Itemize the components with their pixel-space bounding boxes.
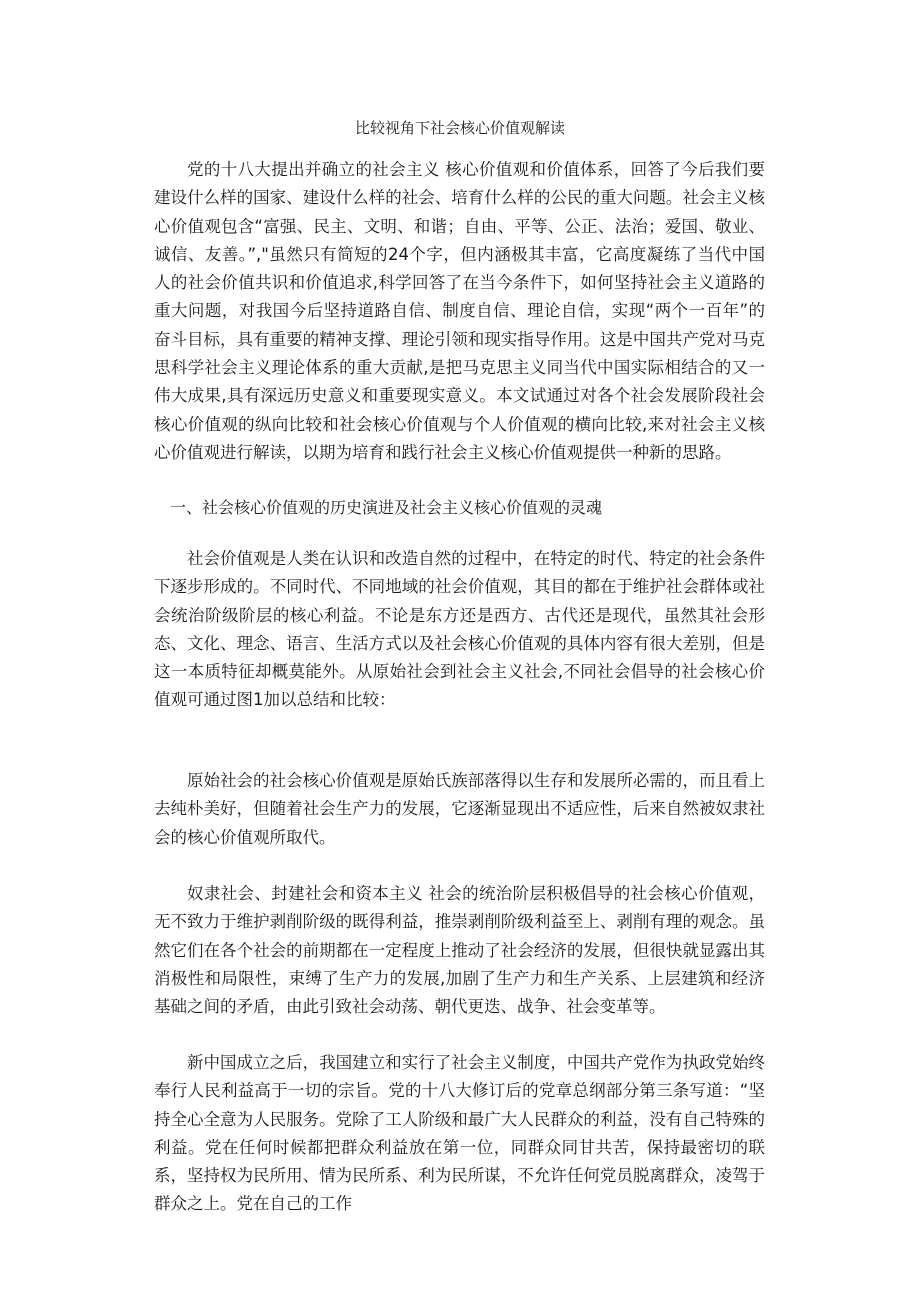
paragraph-primitive-society: 原始社会的社会核心价值观是原始氏族部落得以生存和发展所必需的，而且看上去纯朴美好，但随着社会生产力的发展，它逐渐显现出不适应性，后来自然被奴隶社会的核心价值观所取代。: [154, 771, 765, 847]
paragraph-slave-feudal-capitalist: 奴隶社会、封建社会和资本主义 社会的统治阶层积极倡导的社会核心价值观，无不致力于维护剥削阶级的既得利益，推崇剥削阶级利益至上、剥削有理的观念。虽然它们在各个社会的前期都在一定程度上推动了社会经济的发展，但很快就显露出其消极性和局限性，束缚了生产力的发展,加剧了生产力和生产关系、上层建筑和经济基础之间的矛盾，由此引致社会动荡、朝代更迭、战争、社会变革等。: [154, 884, 765, 1017]
paragraph-social-values: 社会价值观是人类在认识和改造自然的过程中，在特定的时代、特定的社会条件下逐步形成的。不同时代、不同地域的社会价值观，其目的都在于维护社会群体或社会统治阶级阶层的核心利益。不论是东方还是西方、古代还是现代，虽然其社会形态、文化、理念、语言、生活方式以及社会核心价值观的具体内容有很大差别，但是这一本质特征却概莫能外。从原始社会到社会主义社会,不同社会倡导的社会核心价值观可通过图1加以总结和比较：: [154, 549, 765, 710]
paragraph-new-china: 新中国成立之后，我国建立和实行了社会主义制度，中国共产党作为执政党始终奉行人民利益高于一切的宗旨。党的十八大修订后的党章总纲部分第三条写道：“坚持全心全意为人民服务。党除了工人阶级和最广大人民群众的利益，没有自己特殊的利益。党在任何时候都把群众利益放在第一位，同群众同甘共苦，保持最密切的联系，坚持权为民所用、情为民所系、利为民所谋，不允许任何党员脱离群众，凌驾于群众之上。党在自己的工作: [154, 1053, 765, 1214]
section-heading: 一、社会核心价值观的历史演进及社会主义核心价值观的灵魂: [170, 498, 603, 517]
paragraph-intro: 党的十八大提出并确立的社会主义 核心价值观和价值体系，回答了今后我们要建设什么样的国家、建设什么样的社会、培育什么样的公民的重大问题。社会主义核心价值观包含“富强、民主、文明、和谐；自由、平等、公正、法治；爱国、敬业、诚信、友善。”,"虽然只有简短的24个字，但内涵极其丰富，它高度凝练了当代中国人的社会价值共识和价值追求,科学回答了在当今条件下，如何坚持社会主义道路的重大问题，对我国今后坚持道路自信、制度自信、理论自信，实现“两个一百年”的奋斗目标，具有重要的精神支撑、理论引领和现实指导作用。这是中国共产党对马克思科学社会主义理论体系的重大贡献,是把马克思主义同当代中国实际相结合的又一伟大成果,具有深远历史意义和重要现实意义。本文试通过对各个社会发展阶段社会核心价值观的纵向比较和社会核心价值观与个人价值观的横向比较,来对社会主义核心价值观进行解读，以期为培育和践行社会主义核心价值观提供一种新的思路。: [154, 160, 765, 462]
page-title: 比较视角下社会核心价值观解读: [354, 119, 565, 137]
